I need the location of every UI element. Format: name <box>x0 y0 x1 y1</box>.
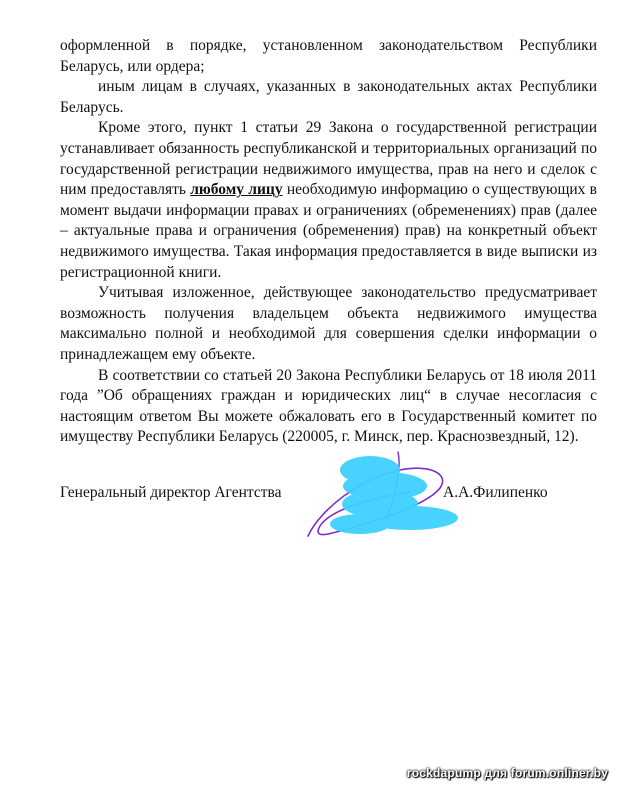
paragraph-3 <box>60 118 597 283</box>
emphasis-any-person: любому лицу <box>190 181 283 199</box>
paragraph-3-start: Кроме этого, пункт 1 статьи 29 Закона о государственной регистрации устанавливает обязанность республиканской и территориальных организаций по государственной регистрации недвижимого имущества, прав на него и сделок с ним предоставлять <box>60 119 597 199</box>
redaction-mark <box>330 456 458 534</box>
paragraph-5: В соответствии со статьей 20 Закона Республики Беларусь от 18 июля 2011 года ”Об обращениях граждан и юридических лиц“ в случае несогласия с настоящим ответом Вы можете обжаловать его в Государственный комитет по имуществу Республики Беларусь (220005, г. Минск, пер. Краснозвездный, 12). <box>60 366 597 446</box>
paragraph-2: иным лицам в случаях, указанных в законодательных актах Республики Беларусь. <box>60 78 597 116</box>
paragraph-1: оформленной в порядке, установленном законодательством Республики Беларусь, или ордера; <box>60 37 597 75</box>
document-body <box>60 36 597 448</box>
paragraph-3-end: необходимую информацию о существующих в момент выдачи информации правах и ограничениях (обременениях) прав (далее – актуальные права и ограничения (обременения) прав) на конкретный объект недвижимого имущества. Такая информация предоставляется в виде выписки из регистрационной книги. <box>60 181 598 281</box>
forum-watermark: rockdapump для forum.onliner.by <box>406 766 608 780</box>
signatory-name: А.А.Филипенко <box>443 484 548 501</box>
signatory-title: Генеральный директор Агентства <box>60 484 282 501</box>
paragraph-4: Учитывая изложенное, действующее законодательство предусматривает возможность получения владельцем объекта недвижимого имущества максимально полной и необходимой для совершения сделки информации о принадлежащем ему объекте. <box>60 284 597 363</box>
